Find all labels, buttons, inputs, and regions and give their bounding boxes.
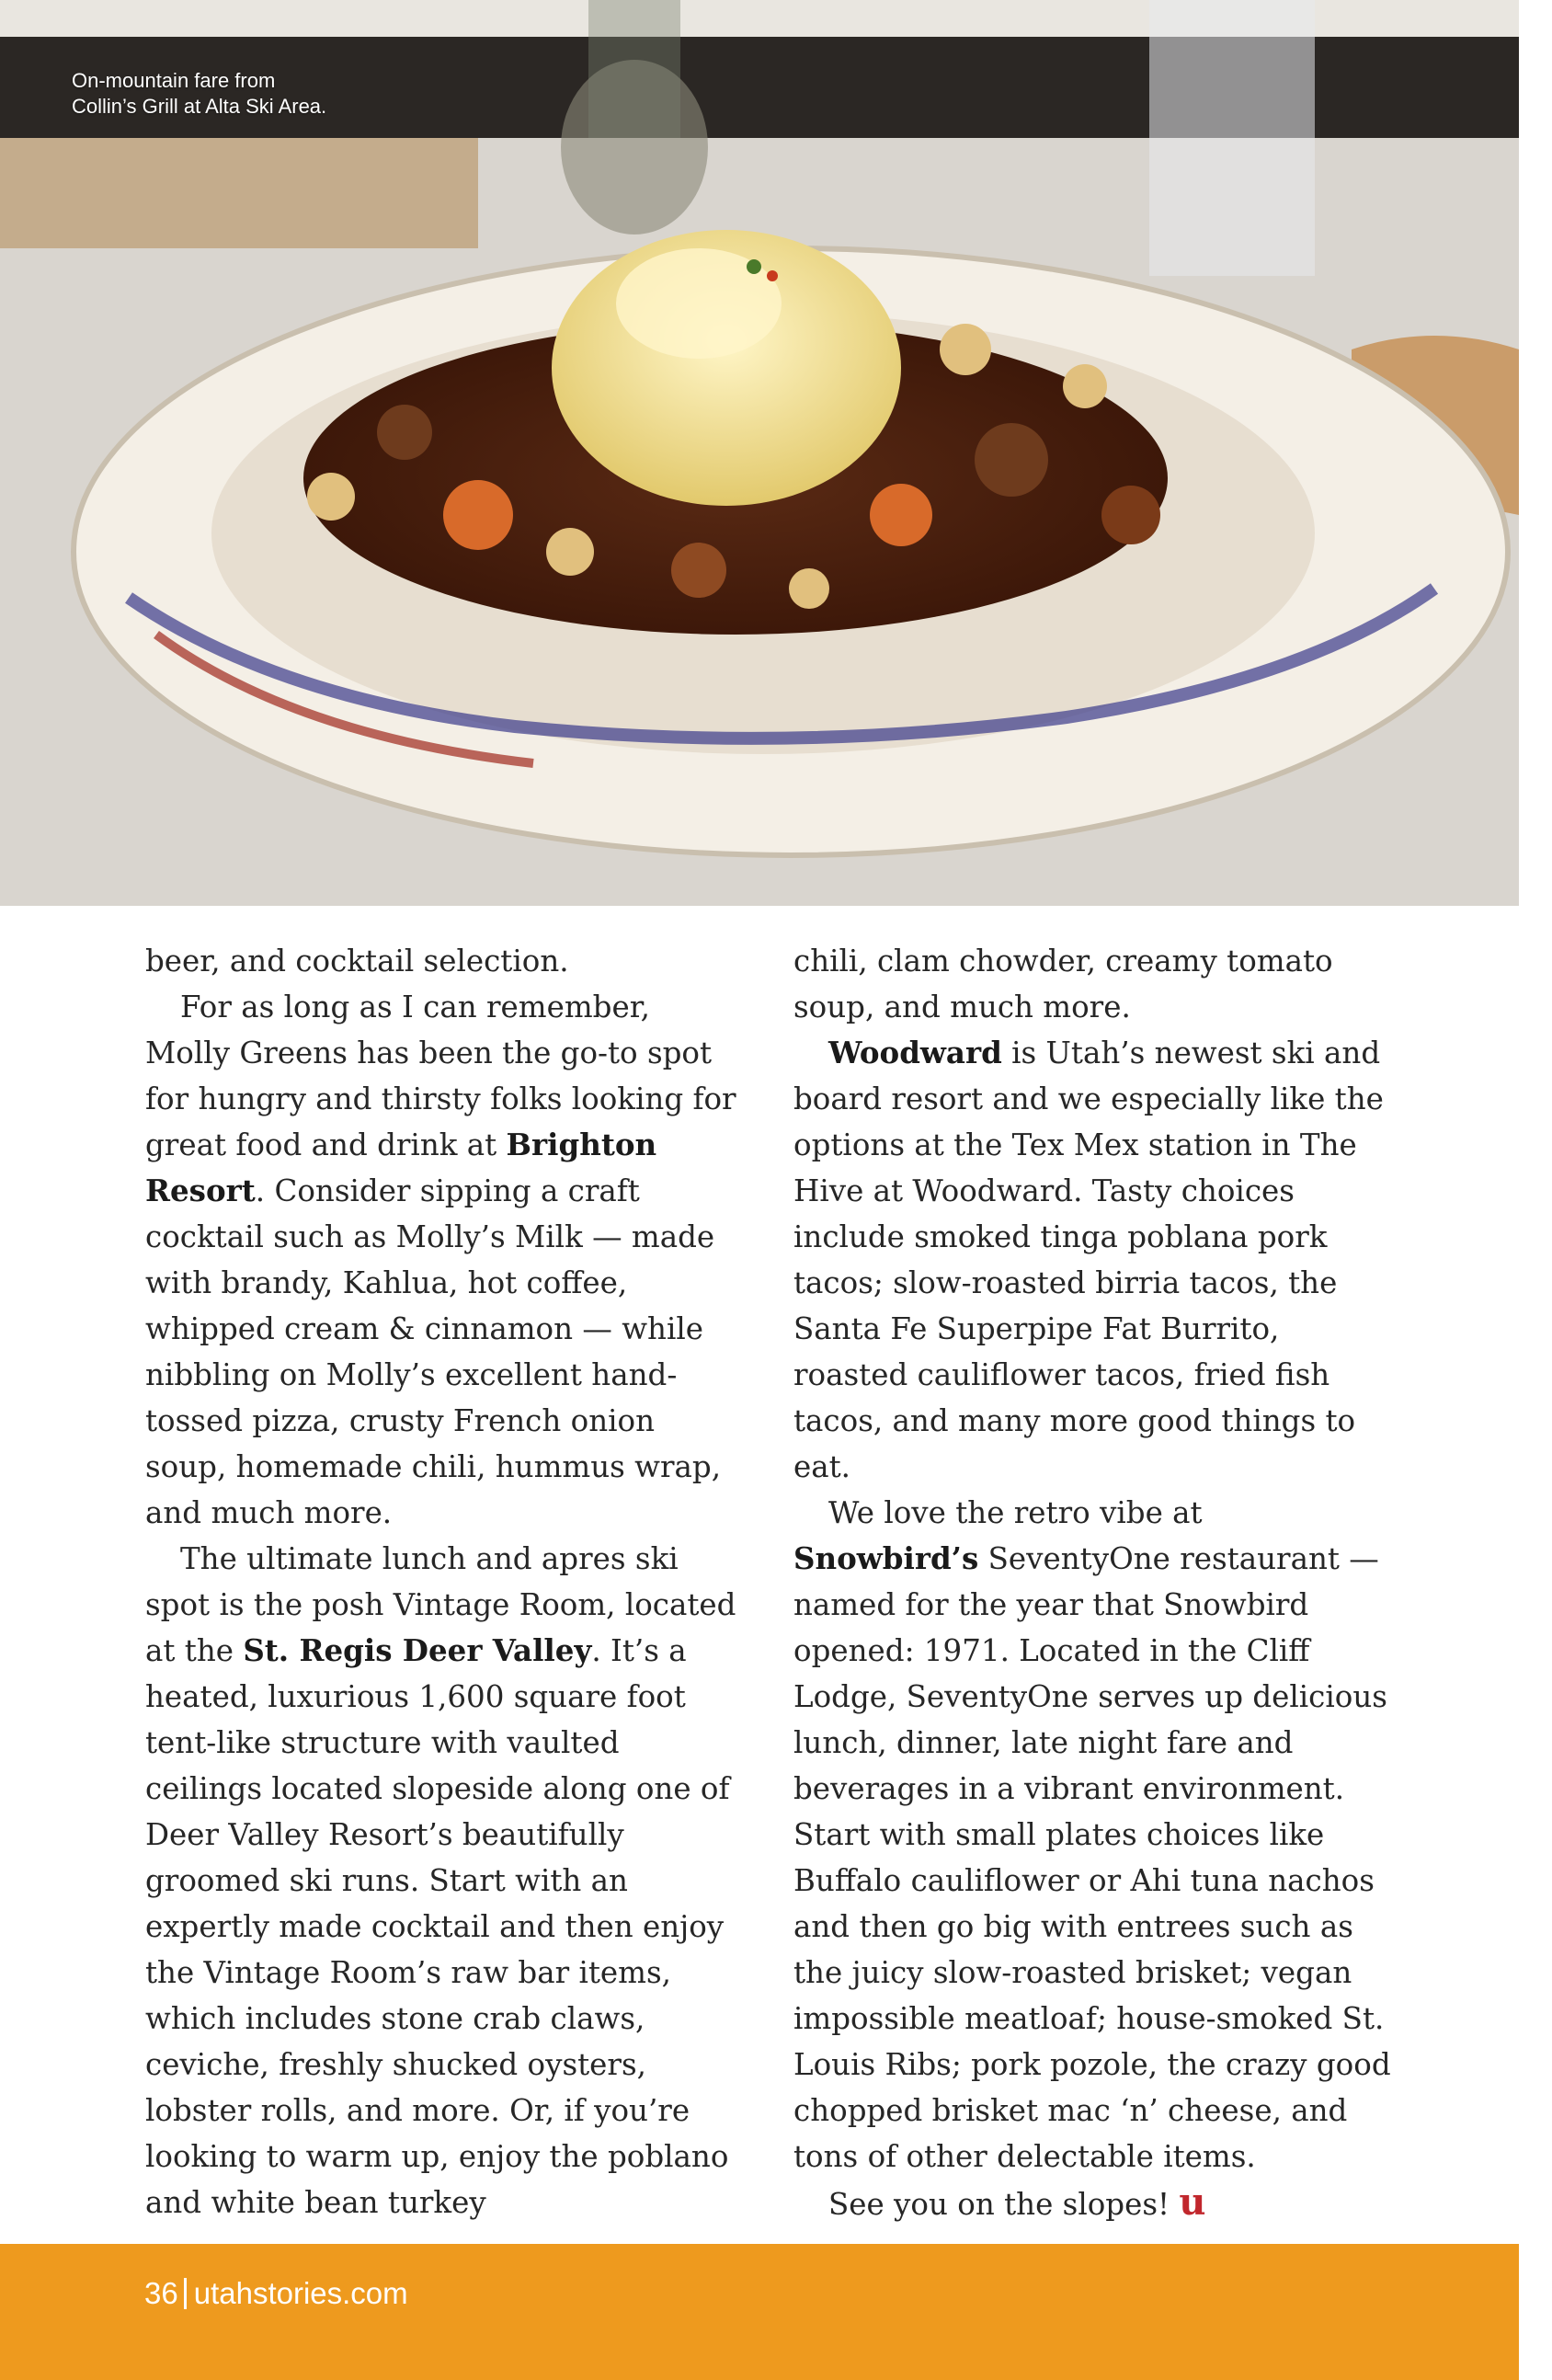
site-link[interactable]: utahstories.com xyxy=(193,2276,408,2310)
food-photo xyxy=(0,0,1519,906)
footer-folio xyxy=(144,2275,408,2312)
paragraph-text: The ultimate lunch and apres ski spot is the posh Vintage Room, located at the xyxy=(145,1541,736,1668)
paragraph-text: . It’s a heated, luxurious 1,600 square foot tent-like structure with vaulted ceilings located slopeside along one of Deer Valley Resort’s beautifully groomed ski runs. Start with an expertly made cocktail and then enjoy the Vintage Room’s raw bar items, which includes stone crab claws, ceviche, freshly shucked oysters, lobster rolls, and more. Or, if you’re looking to warm up, enjoy the poblano and white bean turkey xyxy=(145,1633,730,2220)
paragraph-text: See you on the slopes! xyxy=(828,2187,1180,2222)
paragraph-text: is Utah’s newest ski and board resort and we especially like the options at the Tex Mex station in The Hive at Woodward. Tasty choices include smoked tinga poblana pork tacos; slow-roasted birria tacos, the Santa Fe Superpipe Fat Burrito, roasted cauliflower tacos, fried fish tacos, and many more good things to eat. xyxy=(793,1036,1384,1484)
right-text-column xyxy=(793,938,1391,2227)
paragraph xyxy=(793,938,1391,1030)
paragraph-text: beer, and cocktail selection. xyxy=(145,944,569,978)
folio-divider xyxy=(184,2278,187,2309)
paragraph-text: SeventyOne restaurant — named for the year that Snowbird opened: 1971. Located in the Cliff Lodge, SeventyOne serves up delicious lunch, dinner, late night fare and beverages in a vibrant environment. Start with small plates choices like Buffalo cauliflower or Ahi tuna nachos and then go big with entrees such as the juicy slow-roasted brisket; vegan impossible meatloaf; house-smoked St. Louis Ribs; pork pozole, the crazy good chopped brisket mac ‘n’ cheese, and tons of other delectable items. xyxy=(793,1541,1391,2174)
venue-name-brighton: Brighton Resort xyxy=(145,1127,657,1208)
caption-line-2: Collin’s Grill at Alta Ski Area. xyxy=(72,95,327,118)
venue-name-woodward: Woodward xyxy=(828,1035,1002,1070)
paragraph xyxy=(145,1536,743,2226)
venue-name-snowbird: Snowbird’s xyxy=(793,1540,979,1576)
paragraph xyxy=(793,2180,1391,2227)
stew-plate-illustration xyxy=(0,0,1519,906)
paragraph-text: chili, clam chowder, creamy tomato soup, and much more. xyxy=(793,944,1333,1024)
caption-line-1: On-mountain fare from xyxy=(72,69,276,92)
paragraph xyxy=(145,984,743,1536)
footer-bar xyxy=(0,2244,1519,2380)
left-text-column xyxy=(145,938,743,2226)
photo-caption xyxy=(72,68,458,120)
paragraph xyxy=(145,938,743,984)
paragraph-text: . Consider sipping a craft cocktail such as Molly’s Milk — made with brandy, Kahlua, hot coffee, whipped cream & cinnamon — while nibbling on Molly’s excellent hand-tossed pizza, crusty French onion soup, homemade chili, hummus wrap, and much more. xyxy=(145,1173,722,1530)
paragraph xyxy=(793,1490,1391,2180)
paragraph-text: For as long as I can remember, Molly Greens has been the go-to spot for hungry and thirsty folks looking for great food and drink at xyxy=(145,990,736,1162)
venue-name-st-regis: St. Regis Deer Valley xyxy=(243,1632,592,1668)
paragraph-text: We love the retro vibe at xyxy=(828,1495,1203,1530)
page-number: 36 xyxy=(144,2276,178,2310)
paragraph xyxy=(793,1030,1391,1490)
end-mark-icon: u xyxy=(1179,2180,1206,2224)
